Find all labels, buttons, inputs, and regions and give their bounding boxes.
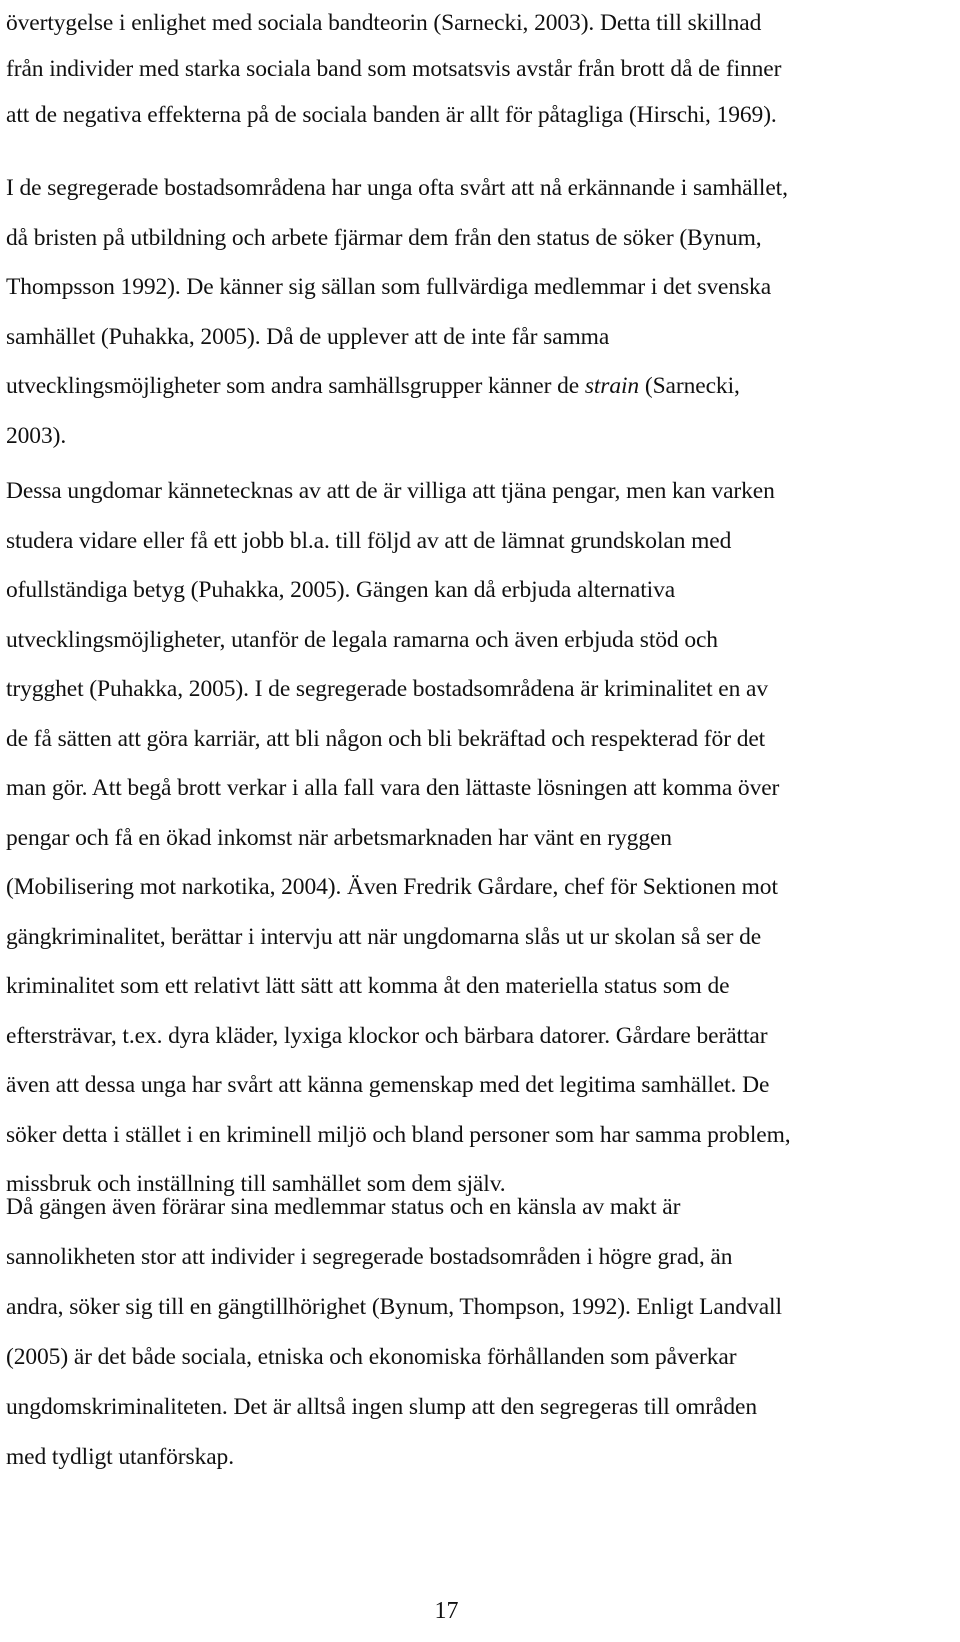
text-line: samhället (Puhakka, 2005). Då de upplever att de inte får samma bbox=[6, 323, 610, 350]
text-line: med tydligt utanförskap. bbox=[6, 1444, 234, 1470]
text-line: (2005) är det både sociala, etniska och ekonomiska förhållanden som påverkar bbox=[6, 1344, 737, 1370]
text-line: att de negativa effekterna på de sociala banden är allt för påtagliga (Hirschi, 1969). bbox=[6, 102, 777, 128]
text-line: (Mobilisering mot narkotika, 2004). Även Fredrik Gårdare, chef för Sektionen mot bbox=[6, 874, 778, 900]
text-line: övertygelse i enlighet med sociala bandteorin (Sarnecki, 2003). Detta till skillnad bbox=[6, 10, 762, 36]
text-line: andra, söker sig till en gängtillhörighet (Bynum, Thompson, 1992). Enligt Landvall bbox=[6, 1294, 782, 1320]
text-line: ofullständiga betyg (Puhakka, 2005). Gängen kan då erbjuda alternativa bbox=[6, 577, 676, 603]
text-line: gängkriminalitet, berättar i intervju att när ungdomarna slås ut ur skolan så ser de bbox=[6, 923, 762, 950]
text-line: missbruk och inställning till samhället som dem själv. bbox=[6, 1171, 506, 1197]
text-line: sannolikheten stor att individer i segregerade bostadsområden i högre grad, än bbox=[6, 1244, 733, 1270]
text-line: från individer med starka sociala band som motsatsvis avstår från brott då de finner bbox=[6, 56, 782, 82]
text-line: studera vidare eller få ett jobb bl.a. till följd av att de lämnat grundskolan med bbox=[6, 527, 732, 554]
text-line: söker detta i stället i en kriminell miljö och bland personer som har samma problem, bbox=[6, 1121, 791, 1148]
paragraph bbox=[6, 467, 956, 1210]
text-line: eftersträvar, t.ex. dyra kläder, lyxiga klockor och bärbara datorer. Gårdare berättar bbox=[6, 1022, 768, 1049]
paragraph bbox=[6, 1182, 956, 1482]
text-line: 2003). bbox=[6, 422, 67, 449]
text-line: då bristen på utbildning och arbete fjärmar dem från den status de söker (Bynum, bbox=[6, 224, 762, 251]
text-line: Thompsson 1992). De känner sig sällan som fullvärdiga medlemmar i det svenska bbox=[6, 274, 772, 300]
text-line: I de segregerade bostadsområdena har unga ofta svårt att nå erkännande i samhället, bbox=[6, 175, 788, 201]
text-line: de få sätten att göra karriär, att bli någon och bli bekräftad och respekterad för det bbox=[6, 725, 766, 752]
italic-term: strain bbox=[584, 373, 640, 399]
page-number: 17 bbox=[434, 1598, 459, 1624]
text-line: kriminalitet som ett relativt lätt sätt att komma åt den materiella status som de bbox=[6, 973, 730, 999]
paragraph bbox=[6, 164, 956, 461]
text-line: Dessa ungdomar kännetecknas av att de är villiga att tjäna pengar, men kan varken bbox=[6, 478, 775, 504]
text-line: även att dessa unga har svårt att känna gemenskap med det legitima samhället. De bbox=[6, 1072, 770, 1098]
text-line: ungdomskriminaliteten. Det är alltså ingen slump att den segregeras till områden bbox=[6, 1394, 757, 1420]
text-line: Då gängen även förärar sina medlemmar status och en känsla av makt är bbox=[6, 1194, 681, 1220]
text-line: utvecklingsmöjligheter, utanför de legala ramarna och även erbjuda stöd och bbox=[6, 626, 718, 653]
paragraph bbox=[6, 0, 956, 138]
text-line: utvecklingsmöjligheter som andra samhällsgrupper känner de strain (Sarnecki, bbox=[6, 373, 740, 399]
text-line: pengar och få en ökad inkomst när arbetsmarknaden har vänt en ryggen bbox=[6, 824, 672, 851]
text-line: man gör. Att begå brott verkar i alla fall vara den lättaste lösningen att komma över bbox=[6, 775, 780, 801]
text-line: trygghet (Puhakka, 2005). I de segregerade bostadsområdena är kriminalitet en av bbox=[6, 676, 769, 702]
